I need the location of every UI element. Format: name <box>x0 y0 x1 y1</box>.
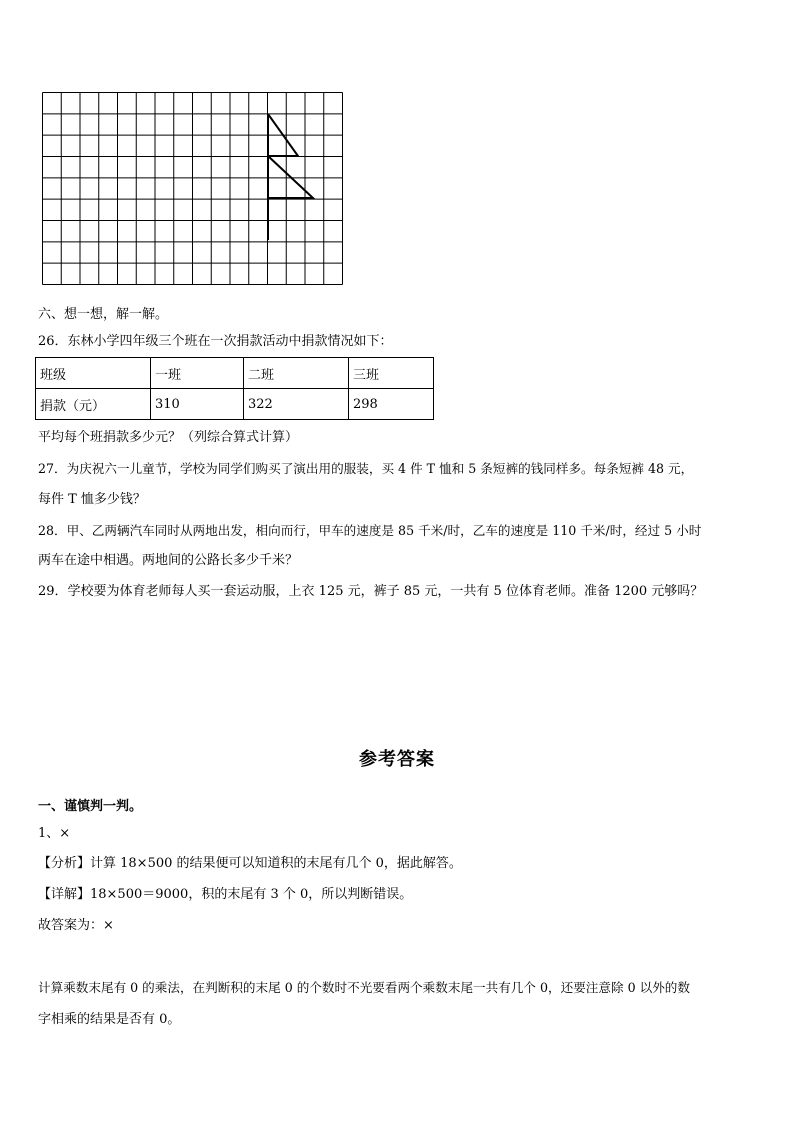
question-26-prompt: 平均每个班捐款多少元？（列综合算式计算） <box>38 430 299 445</box>
table-cell: 322 <box>244 389 349 420</box>
table-row <box>36 389 434 420</box>
answers-section-1-title: 一、谨慎判一判。 <box>38 799 143 814</box>
donation-table <box>35 357 434 420</box>
question-28-line1: 28．甲、乙两辆汽车同时从两地出发，相向而行，甲车的速度是 85 千米/时，乙车的速度是 110 千米/时，经过 5 小时 <box>38 523 702 538</box>
question-28-line2: 两车在途中相遇。两地间的公路长多少千米？ <box>38 553 299 568</box>
grid-lines <box>43 93 343 285</box>
table-cell: 班级 <box>36 358 151 389</box>
table-header-row <box>36 358 434 389</box>
question-26-text: 26．东林小学四年级三个班在一次捐款活动中捐款情况如下： <box>38 334 393 349</box>
table-cell: 310 <box>151 389 244 420</box>
table-cell: 三班 <box>349 358 434 389</box>
figure-lower-triangle <box>268 156 313 198</box>
answer-item-1: 1、× <box>38 826 71 841</box>
drawn-figure <box>268 114 313 240</box>
answer-note-line1: 计算乘数末尾有 0 的乘法，在判断积的末尾 0 的个数时不光要看两个乘数末尾一共有几个 0，还要注意除 0 以外的数 <box>38 980 690 995</box>
answer-detail: 【详解】18×500＝9000，积的末尾有 3 个 0，所以判断错误。 <box>38 887 413 902</box>
question-27-line2: 每件 T 恤多少钱？ <box>38 492 146 507</box>
answer-conclusion: 故答案为：× <box>38 918 114 933</box>
grid-drawing <box>41 91 345 287</box>
answers-title: 参考答案 <box>359 749 435 770</box>
table-cell: 一班 <box>151 358 244 389</box>
question-27-line1: 27．为庆祝六一儿童节，学校为同学们购买了演出用的服装，买 4 件 T 恤和 5 条短裤的钱同样多。每条短裤 48 元， <box>38 461 694 476</box>
table-cell: 捐款（元） <box>36 389 151 420</box>
section-6-title: 六、想一想，解一解。 <box>38 307 169 322</box>
question-29-text: 29．学校要为体育老师每人买一套运动服，上衣 125 元，裤子 85 元，一共有 5 位体育老师。准备 1200 元够吗？ <box>38 584 704 599</box>
answer-note-line2: 字相乘的结果是否有 0。 <box>38 1012 181 1027</box>
table-cell: 298 <box>349 389 434 420</box>
answer-analysis: 【分析】计算 18×500 的结果便可以知道积的末尾有几个 0，据此解答。 <box>38 856 462 871</box>
table-cell: 二班 <box>244 358 349 389</box>
